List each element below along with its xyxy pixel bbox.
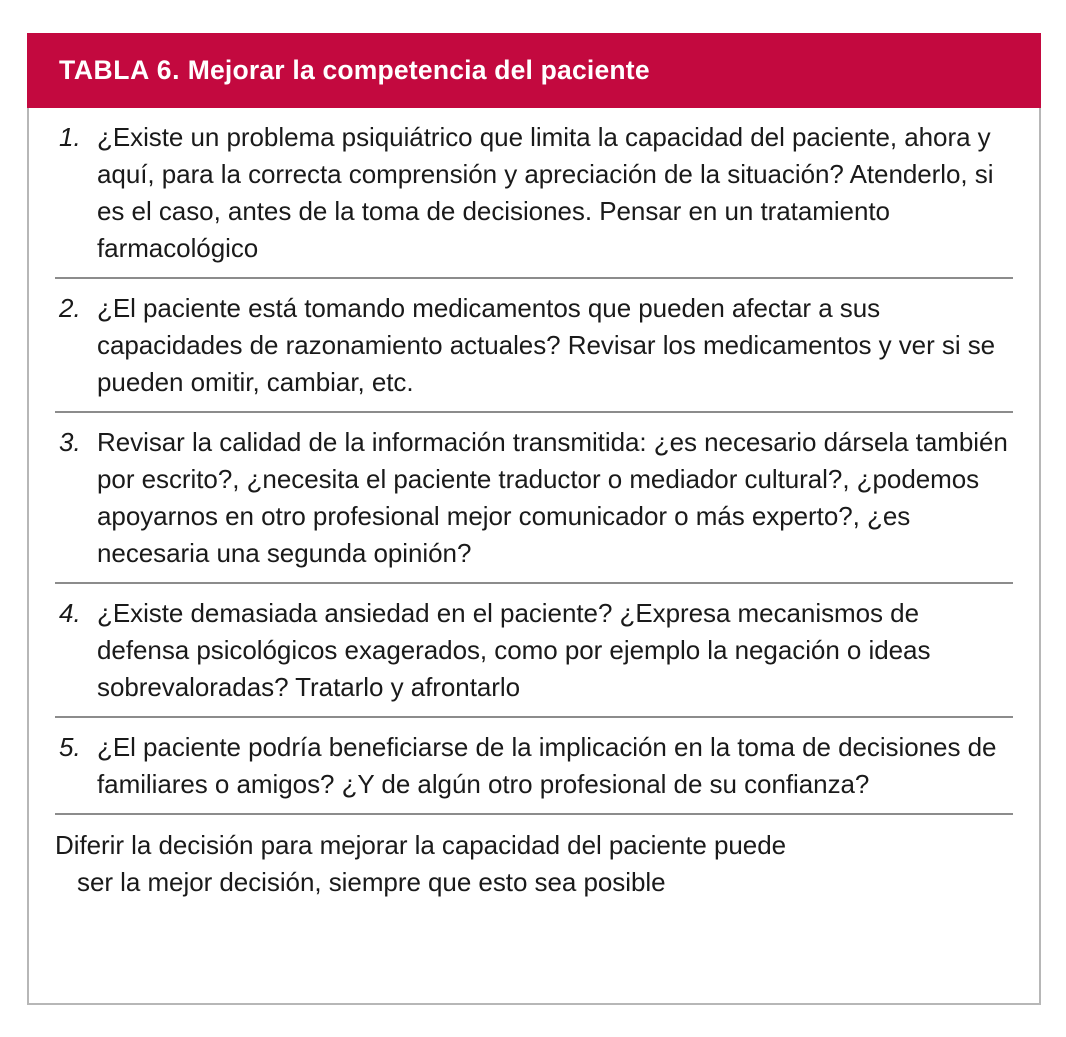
list-item-number: 1.	[59, 122, 81, 152]
table-row	[55, 718, 1013, 815]
table-row	[55, 584, 1013, 718]
table-footer-line2: ser la mejor decisión, siempre que esto sea posible	[77, 867, 666, 897]
table-footer-text	[55, 827, 1013, 901]
table-row	[55, 279, 1013, 413]
list-item-text: ¿El paciente está tomando medicamentos que pueden afectar a sus capacidades de razonamiento actuales? Revisar los medicamentos y ver si se pueden omitir, cambiar, etc.	[97, 293, 996, 397]
table-footer-row	[55, 815, 1013, 915]
table-row	[55, 108, 1013, 279]
list-item-number: 3.	[59, 427, 81, 457]
list-item-text: ¿El paciente podría beneficiarse de la implicación en la toma de decisiones de familiares o amigos? ¿Y de algún otro profesional de su confianza?	[97, 732, 997, 799]
table-header-title	[59, 55, 650, 86]
table-header	[27, 33, 1041, 108]
table-number-label: TABLA 6.	[59, 55, 181, 85]
table-rows	[29, 108, 1039, 915]
list-item-number: 5.	[59, 732, 81, 762]
table-title-text: Mejorar la competencia del paciente	[187, 55, 650, 85]
list-item-number: 4.	[59, 598, 81, 628]
list-item-text: Revisar la calidad de la información transmitida: ¿es necesario dársela también por escrito?, ¿necesita el paciente traductor o mediador cultural?, ¿podemos apoyarnos en otro profesional mejor comunicador o más experto?, ¿es necesaria una segunda opinión?	[97, 427, 1008, 568]
table-container	[27, 33, 1041, 1005]
table-row	[55, 413, 1013, 584]
list-item-number: 2.	[59, 293, 81, 323]
table-footer-line1: Diferir la decisión para mejorar la capacidad del paciente puede	[55, 830, 787, 860]
list-item-text: ¿Existe un problema psiquiátrico que limita la capacidad del paciente, ahora y aquí, para la correcta comprensión y apreciación de la situación? Atenderlo, si es el caso, antes de la toma de decisiones. Pensar en un tratamiento farmacológico	[97, 122, 994, 263]
list-item-text: ¿Existe demasiada ansiedad en el paciente? ¿Expresa mecanismos de defensa psicológicos exagerados, como por ejemplo la negación o ideas sobrevaloradas? Tratarlo y afrontarlo	[97, 598, 931, 702]
